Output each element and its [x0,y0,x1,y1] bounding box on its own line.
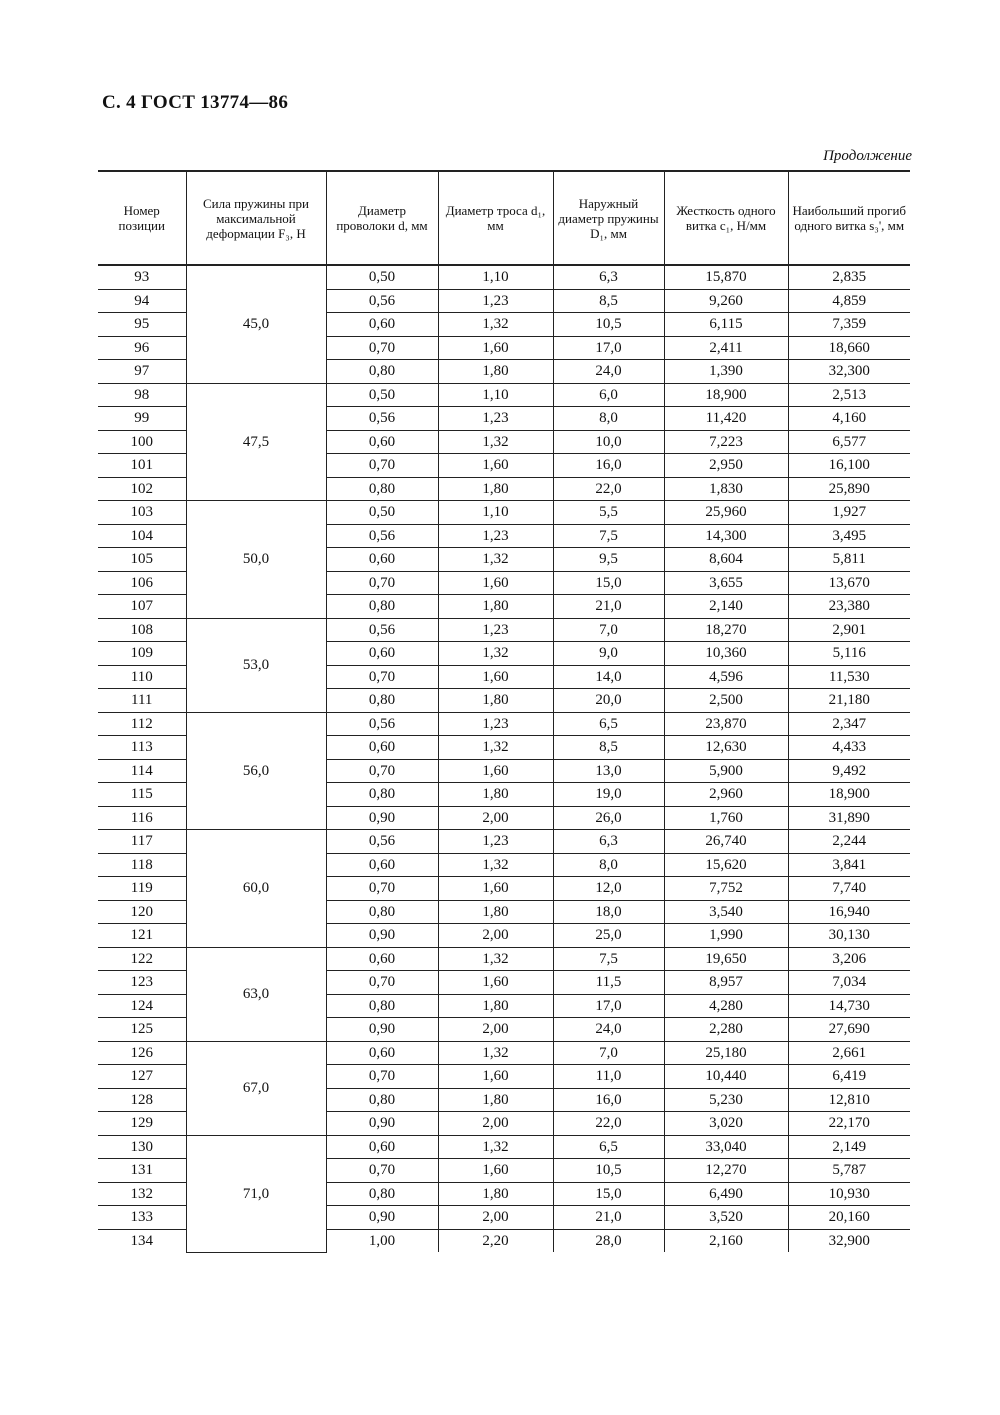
cell-max-deflection: 3,495 [788,524,910,548]
cell-cable-diameter: 1,32 [438,853,553,877]
cell-cable-diameter: 1,60 [438,877,553,901]
cell-position-number: 101 [98,454,186,478]
cell-outer-diameter: 24,0 [553,1018,664,1042]
cell-position-number: 116 [98,806,186,830]
cell-coil-stiffness: 18,900 [664,383,788,407]
cell-cable-diameter: 1,80 [438,994,553,1018]
cell-wire-diameter: 0,56 [326,830,438,854]
cell-wire-diameter: 0,80 [326,595,438,619]
cell-max-deflection: 11,530 [788,665,910,689]
cell-outer-diameter: 18,0 [553,900,664,924]
cell-wire-diameter: 0,50 [326,383,438,407]
cell-outer-diameter: 28,0 [553,1229,664,1252]
cell-cable-diameter: 1,80 [438,1088,553,1112]
cell-position-number: 119 [98,877,186,901]
cell-max-deflection: 14,730 [788,994,910,1018]
cell-coil-stiffness: 12,630 [664,736,788,760]
cell-cable-diameter: 1,32 [438,1135,553,1159]
cell-outer-diameter: 17,0 [553,336,664,360]
cell-position-number: 104 [98,524,186,548]
cell-wire-diameter: 0,56 [326,289,438,313]
cell-coil-stiffness: 2,280 [664,1018,788,1042]
cell-wire-diameter: 0,90 [326,1206,438,1230]
spring-parameters-table [98,170,910,1253]
cell-max-deflection: 7,359 [788,313,910,337]
cell-wire-diameter: 0,56 [326,524,438,548]
cell-outer-diameter: 14,0 [553,665,664,689]
cell-max-deflection: 16,100 [788,454,910,478]
cell-cable-diameter: 1,23 [438,289,553,313]
cell-wire-diameter: 0,60 [326,548,438,572]
cell-coil-stiffness: 10,360 [664,642,788,666]
cell-max-deflection: 30,130 [788,924,910,948]
cell-coil-stiffness: 2,500 [664,689,788,713]
cell-outer-diameter: 6,5 [553,1135,664,1159]
cell-wire-diameter: 0,56 [326,712,438,736]
cell-max-deflection: 1,927 [788,501,910,525]
cell-coil-stiffness: 7,752 [664,877,788,901]
cell-max-deflection: 13,670 [788,571,910,595]
cell-max-deflection: 18,900 [788,783,910,807]
cell-wire-diameter: 0,70 [326,971,438,995]
cell-cable-diameter: 1,32 [438,430,553,454]
cell-coil-stiffness: 1,760 [664,806,788,830]
cell-position-number: 105 [98,548,186,572]
cell-coil-stiffness: 3,020 [664,1112,788,1136]
cell-position-number: 106 [98,571,186,595]
cell-coil-stiffness: 23,870 [664,712,788,736]
cell-wire-diameter: 0,80 [326,1182,438,1206]
cell-coil-stiffness: 19,650 [664,947,788,971]
cell-cable-diameter: 1,80 [438,783,553,807]
cell-cable-diameter: 2,20 [438,1229,553,1252]
cell-coil-stiffness: 2,140 [664,595,788,619]
cell-max-deflection: 25,890 [788,477,910,501]
cell-cable-diameter: 2,00 [438,1018,553,1042]
cell-coil-stiffness: 25,960 [664,501,788,525]
cell-cable-diameter: 1,60 [438,571,553,595]
column-header-cable-diameter: Диаметр троса d₁, мм [438,171,553,265]
cell-outer-diameter: 8,0 [553,853,664,877]
cell-outer-diameter: 5,5 [553,501,664,525]
cell-spring-force: 47,5 [186,383,326,501]
cell-position-number: 123 [98,971,186,995]
cell-position-number: 108 [98,618,186,642]
cell-outer-diameter: 10,0 [553,430,664,454]
cell-outer-diameter: 11,5 [553,971,664,995]
column-header-max-deflection: Наибольший прогиб одного витка s₃', мм [788,171,910,265]
cell-coil-stiffness: 5,230 [664,1088,788,1112]
cell-max-deflection: 23,380 [788,595,910,619]
table-row [98,618,910,642]
cell-cable-diameter: 2,00 [438,1206,553,1230]
cell-position-number: 113 [98,736,186,760]
cell-outer-diameter: 15,0 [553,1182,664,1206]
cell-position-number: 120 [98,900,186,924]
cell-cable-diameter: 1,60 [438,336,553,360]
cell-wire-diameter: 0,50 [326,265,438,289]
cell-coil-stiffness: 2,411 [664,336,788,360]
cell-position-number: 129 [98,1112,186,1136]
cell-max-deflection: 10,930 [788,1182,910,1206]
cell-spring-force: 50,0 [186,501,326,619]
continuation-label: Продолжение [823,148,912,164]
cell-cable-diameter: 1,80 [438,360,553,384]
cell-outer-diameter: 24,0 [553,360,664,384]
cell-wire-diameter: 0,80 [326,900,438,924]
cell-coil-stiffness: 5,900 [664,759,788,783]
cell-coil-stiffness: 3,540 [664,900,788,924]
cell-max-deflection: 4,433 [788,736,910,760]
cell-cable-diameter: 1,10 [438,383,553,407]
cell-cable-diameter: 1,32 [438,313,553,337]
cell-max-deflection: 6,577 [788,430,910,454]
cell-max-deflection: 32,900 [788,1229,910,1252]
column-header-position-number: Номер позиции [98,171,186,265]
cell-outer-diameter: 21,0 [553,1206,664,1230]
cell-position-number: 127 [98,1065,186,1089]
cell-spring-force: 53,0 [186,618,326,712]
cell-max-deflection: 4,160 [788,407,910,431]
cell-position-number: 94 [98,289,186,313]
cell-cable-diameter: 1,32 [438,947,553,971]
cell-outer-diameter: 7,5 [553,524,664,548]
cell-wire-diameter: 0,60 [326,853,438,877]
cell-outer-diameter: 9,5 [553,548,664,572]
cell-outer-diameter: 7,0 [553,1041,664,1065]
cell-cable-diameter: 2,00 [438,1112,553,1136]
table-row [98,1135,910,1159]
cell-position-number: 100 [98,430,186,454]
cell-outer-diameter: 8,0 [553,407,664,431]
cell-outer-diameter: 7,0 [553,618,664,642]
cell-wire-diameter: 0,60 [326,1041,438,1065]
cell-cable-diameter: 1,32 [438,642,553,666]
cell-wire-diameter: 0,80 [326,994,438,1018]
cell-position-number: 99 [98,407,186,431]
cell-coil-stiffness: 33,040 [664,1135,788,1159]
cell-wire-diameter: 0,90 [326,924,438,948]
cell-outer-diameter: 6,3 [553,265,664,289]
cell-max-deflection: 18,660 [788,336,910,360]
cell-wire-diameter: 1,00 [326,1229,438,1252]
cell-coil-stiffness: 2,950 [664,454,788,478]
cell-coil-stiffness: 3,520 [664,1206,788,1230]
cell-cable-diameter: 1,32 [438,1041,553,1065]
cell-coil-stiffness: 4,596 [664,665,788,689]
cell-coil-stiffness: 6,490 [664,1182,788,1206]
cell-max-deflection: 3,841 [788,853,910,877]
cell-wire-diameter: 0,60 [326,947,438,971]
cell-position-number: 121 [98,924,186,948]
cell-outer-diameter: 10,5 [553,313,664,337]
cell-wire-diameter: 0,70 [326,877,438,901]
cell-spring-force: 45,0 [186,265,326,383]
cell-max-deflection: 2,901 [788,618,910,642]
column-header-coil-stiffness: Жесткость одного витка c₁, Н/мм [664,171,788,265]
cell-outer-diameter: 17,0 [553,994,664,1018]
cell-wire-diameter: 0,60 [326,642,438,666]
cell-position-number: 117 [98,830,186,854]
cell-max-deflection: 5,116 [788,642,910,666]
cell-cable-diameter: 1,23 [438,830,553,854]
cell-position-number: 96 [98,336,186,360]
cell-coil-stiffness: 8,604 [664,548,788,572]
cell-outer-diameter: 8,5 [553,289,664,313]
cell-max-deflection: 2,661 [788,1041,910,1065]
table-row [98,501,910,525]
cell-coil-stiffness: 8,957 [664,971,788,995]
cell-wire-diameter: 0,60 [326,736,438,760]
cell-position-number: 110 [98,665,186,689]
cell-max-deflection: 16,940 [788,900,910,924]
cell-position-number: 114 [98,759,186,783]
cell-wire-diameter: 0,60 [326,430,438,454]
cell-wire-diameter: 0,80 [326,477,438,501]
cell-coil-stiffness: 25,180 [664,1041,788,1065]
cell-spring-force: 67,0 [186,1041,326,1135]
cell-coil-stiffness: 15,870 [664,265,788,289]
cell-position-number: 126 [98,1041,186,1065]
cell-position-number: 112 [98,712,186,736]
cell-cable-diameter: 1,10 [438,265,553,289]
cell-coil-stiffness: 7,223 [664,430,788,454]
cell-coil-stiffness: 9,260 [664,289,788,313]
cell-cable-diameter: 1,23 [438,618,553,642]
table-header-row [98,171,910,265]
cell-position-number: 111 [98,689,186,713]
cell-coil-stiffness: 6,115 [664,313,788,337]
cell-coil-stiffness: 14,300 [664,524,788,548]
cell-coil-stiffness: 18,270 [664,618,788,642]
cell-coil-stiffness: 10,440 [664,1065,788,1089]
cell-coil-stiffness: 1,990 [664,924,788,948]
cell-max-deflection: 27,690 [788,1018,910,1042]
cell-position-number: 95 [98,313,186,337]
cell-wire-diameter: 0,60 [326,1135,438,1159]
column-header-wire-diameter: Диаметр проволоки d, мм [326,171,438,265]
cell-coil-stiffness: 26,740 [664,830,788,854]
cell-wire-diameter: 0,80 [326,783,438,807]
cell-position-number: 122 [98,947,186,971]
cell-cable-diameter: 1,60 [438,454,553,478]
cell-outer-diameter: 12,0 [553,877,664,901]
cell-position-number: 131 [98,1159,186,1183]
cell-position-number: 128 [98,1088,186,1112]
cell-cable-diameter: 1,23 [438,712,553,736]
cell-cable-diameter: 1,60 [438,971,553,995]
cell-max-deflection: 12,810 [788,1088,910,1112]
cell-outer-diameter: 8,5 [553,736,664,760]
cell-outer-diameter: 6,5 [553,712,664,736]
cell-spring-force: 56,0 [186,712,326,830]
cell-outer-diameter: 26,0 [553,806,664,830]
table-body [98,265,910,1252]
cell-wire-diameter: 0,90 [326,1112,438,1136]
cell-wire-diameter: 0,70 [326,571,438,595]
cell-wire-diameter: 0,90 [326,1018,438,1042]
cell-wire-diameter: 0,70 [326,336,438,360]
cell-cable-diameter: 1,23 [438,407,553,431]
cell-wire-diameter: 0,70 [326,454,438,478]
cell-cable-diameter: 1,60 [438,1065,553,1089]
cell-max-deflection: 6,419 [788,1065,910,1089]
cell-wire-diameter: 0,80 [326,1088,438,1112]
column-header-spring-force: Сила пружины при максимальной деформации F₃, Н [186,171,326,265]
cell-coil-stiffness: 4,280 [664,994,788,1018]
cell-spring-force: 63,0 [186,947,326,1041]
cell-outer-diameter: 16,0 [553,1088,664,1112]
cell-outer-diameter: 21,0 [553,595,664,619]
cell-wire-diameter: 0,90 [326,806,438,830]
cell-cable-diameter: 1,60 [438,759,553,783]
cell-position-number: 130 [98,1135,186,1159]
cell-cable-diameter: 1,80 [438,595,553,619]
cell-position-number: 124 [98,994,186,1018]
cell-coil-stiffness: 12,270 [664,1159,788,1183]
cell-outer-diameter: 11,0 [553,1065,664,1089]
cell-max-deflection: 2,347 [788,712,910,736]
cell-max-deflection: 7,034 [788,971,910,995]
cell-outer-diameter: 20,0 [553,689,664,713]
cell-max-deflection: 2,244 [788,830,910,854]
cell-outer-diameter: 7,5 [553,947,664,971]
page-header: С. 4 ГОСТ 13774—86 [102,92,289,113]
cell-wire-diameter: 0,70 [326,665,438,689]
cell-cable-diameter: 2,00 [438,806,553,830]
cell-max-deflection: 22,170 [788,1112,910,1136]
cell-cable-diameter: 1,32 [438,548,553,572]
cell-max-deflection: 9,492 [788,759,910,783]
cell-outer-diameter: 19,0 [553,783,664,807]
cell-outer-diameter: 10,5 [553,1159,664,1183]
cell-spring-force: 60,0 [186,830,326,948]
cell-position-number: 109 [98,642,186,666]
cell-position-number: 125 [98,1018,186,1042]
cell-wire-diameter: 0,80 [326,689,438,713]
cell-max-deflection: 20,160 [788,1206,910,1230]
table-row [98,712,910,736]
cell-cable-diameter: 1,60 [438,1159,553,1183]
cell-wire-diameter: 0,70 [326,1159,438,1183]
table-row [98,947,910,971]
cell-coil-stiffness: 1,830 [664,477,788,501]
cell-wire-diameter: 0,70 [326,759,438,783]
cell-spring-force: 71,0 [186,1135,326,1252]
cell-cable-diameter: 1,10 [438,501,553,525]
cell-coil-stiffness: 2,960 [664,783,788,807]
cell-cable-diameter: 1,80 [438,689,553,713]
cell-position-number: 102 [98,477,186,501]
cell-wire-diameter: 0,56 [326,407,438,431]
cell-outer-diameter: 22,0 [553,1112,664,1136]
cell-outer-diameter: 25,0 [553,924,664,948]
cell-wire-diameter: 0,60 [326,313,438,337]
cell-outer-diameter: 13,0 [553,759,664,783]
cell-wire-diameter: 0,56 [326,618,438,642]
cell-position-number: 133 [98,1206,186,1230]
cell-cable-diameter: 1,80 [438,900,553,924]
table-row [98,1041,910,1065]
cell-position-number: 132 [98,1182,186,1206]
cell-position-number: 103 [98,501,186,525]
cell-cable-diameter: 1,60 [438,665,553,689]
cell-coil-stiffness: 1,390 [664,360,788,384]
cell-coil-stiffness: 11,420 [664,407,788,431]
cell-position-number: 98 [98,383,186,407]
cell-max-deflection: 21,180 [788,689,910,713]
cell-max-deflection: 7,740 [788,877,910,901]
cell-coil-stiffness: 3,655 [664,571,788,595]
cell-coil-stiffness: 15,620 [664,853,788,877]
cell-max-deflection: 5,787 [788,1159,910,1183]
cell-max-deflection: 5,811 [788,548,910,572]
cell-outer-diameter: 22,0 [553,477,664,501]
cell-cable-diameter: 1,80 [438,477,553,501]
cell-max-deflection: 32,300 [788,360,910,384]
cell-max-deflection: 2,835 [788,265,910,289]
cell-position-number: 115 [98,783,186,807]
cell-cable-diameter: 1,23 [438,524,553,548]
table-row [98,265,910,289]
cell-position-number: 107 [98,595,186,619]
cell-position-number: 118 [98,853,186,877]
cell-outer-diameter: 9,0 [553,642,664,666]
cell-outer-diameter: 15,0 [553,571,664,595]
cell-cable-diameter: 2,00 [438,924,553,948]
cell-wire-diameter: 0,70 [326,1065,438,1089]
cell-wire-diameter: 0,50 [326,501,438,525]
cell-position-number: 97 [98,360,186,384]
table-row [98,830,910,854]
cell-cable-diameter: 1,32 [438,736,553,760]
cell-max-deflection: 2,149 [788,1135,910,1159]
cell-position-number: 134 [98,1229,186,1252]
cell-max-deflection: 31,890 [788,806,910,830]
table-row [98,383,910,407]
cell-position-number: 93 [98,265,186,289]
cell-max-deflection: 4,859 [788,289,910,313]
cell-max-deflection: 3,206 [788,947,910,971]
cell-outer-diameter: 6,3 [553,830,664,854]
cell-outer-diameter: 16,0 [553,454,664,478]
column-header-outer-diameter: Наружный диаметр пружины D₁, мм [553,171,664,265]
cell-outer-diameter: 6,0 [553,383,664,407]
cell-cable-diameter: 1,80 [438,1182,553,1206]
cell-max-deflection: 2,513 [788,383,910,407]
cell-wire-diameter: 0,80 [326,360,438,384]
cell-coil-stiffness: 2,160 [664,1229,788,1252]
